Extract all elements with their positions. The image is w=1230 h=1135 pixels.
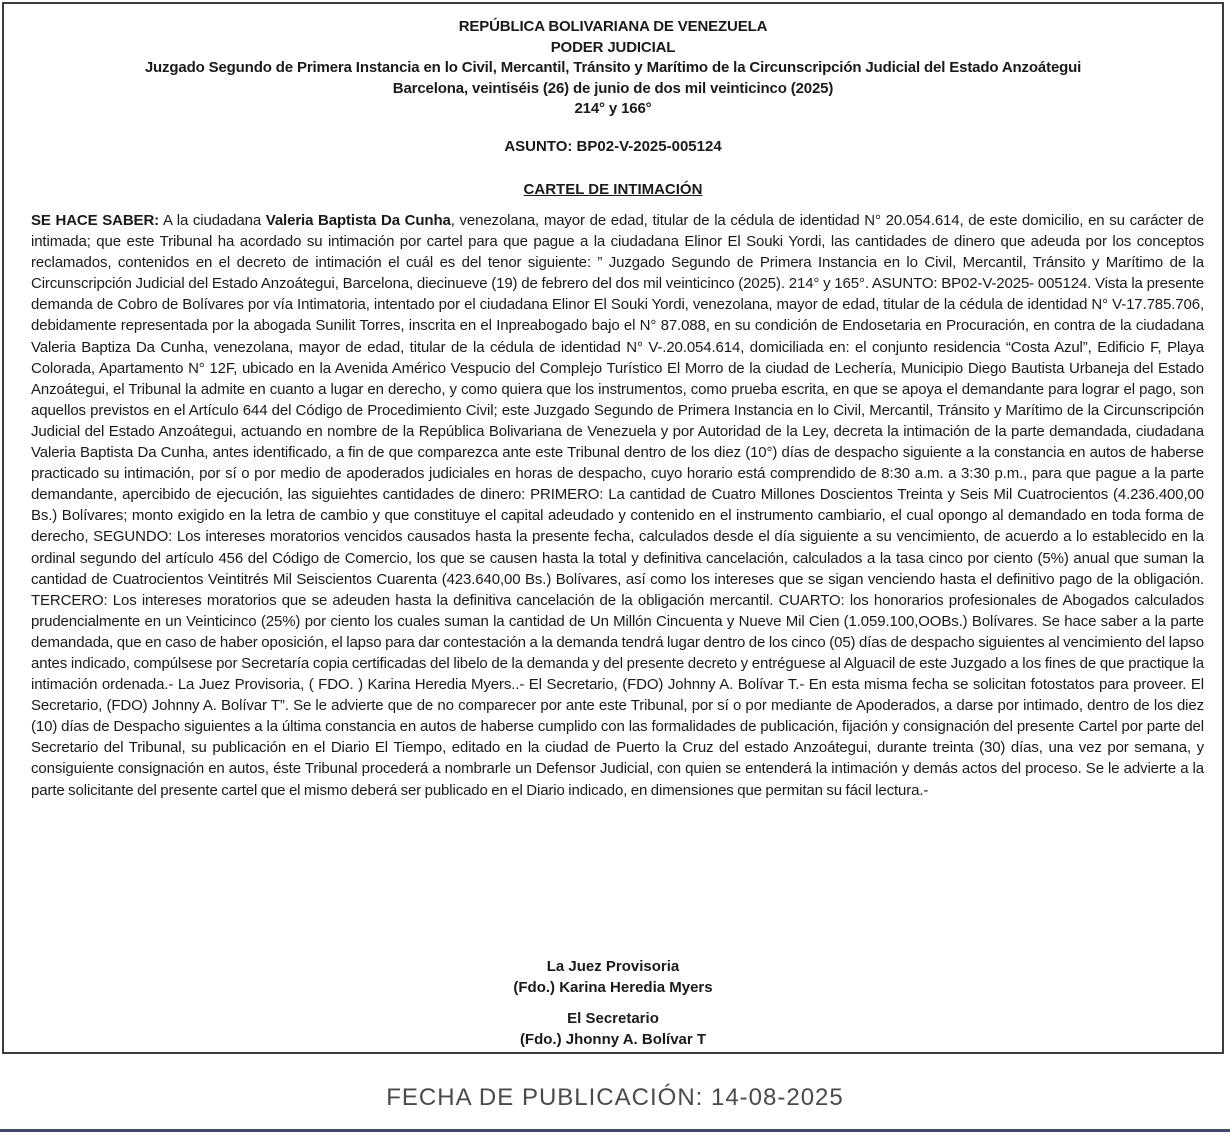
judge-title: La Juez Provisoria bbox=[546, 958, 680, 975]
header-court-name: Juzgado Segundo de Primera Instancia en lo Civil, Mercantil, Tránsito y Marítimo de la Circunscripción Judicial del Estado Anzoátegui bbox=[144, 59, 1082, 76]
header-place-date: Barcelona, veintiséis (26) de junio de dos mil veinticinco (2025) bbox=[392, 79, 834, 97]
body-defendant-name: Valeria Baptista Da Cunha bbox=[265, 212, 451, 229]
header-judicial-power: PODER JUDICIAL bbox=[550, 38, 676, 56]
publication-date: FECHA DE PUBLICACIÓN: 14-08-2025 bbox=[386, 1084, 844, 1111]
notice-body bbox=[31, 210, 1204, 801]
header-republic: REPÚBLICA BOLIVARIANA DE VENEZUELA bbox=[458, 18, 768, 35]
header-years: 214° y 166° bbox=[574, 100, 652, 117]
body-part-1: A la ciudadana bbox=[159, 212, 266, 229]
judge-signature bbox=[4, 956, 1222, 998]
notice-title: CARTEL DE INTIMACIÓN bbox=[523, 181, 703, 198]
secretary-name: (Fdo.) Jhonny A. Bolívar T bbox=[519, 1031, 707, 1048]
secretary-title: El Secretario bbox=[567, 1010, 659, 1027]
secretary-signature bbox=[4, 1008, 1222, 1050]
document-header bbox=[4, 17, 1222, 120]
case-number: ASUNTO: BP02-V-2025-005124 bbox=[504, 138, 722, 155]
body-lead: SE HACE SABER: bbox=[31, 212, 160, 229]
judge-name: (Fdo.) Karina Heredia Myers bbox=[513, 979, 713, 996]
notice-frame bbox=[2, 2, 1224, 1054]
bottom-divider bbox=[0, 1129, 1230, 1132]
body-part-2: , venezolana, mayor de edad, titular de la cédula de identidad N° 20.054.614, de este domicilio, en su carácter de intimada; que este Tribunal ha acordado su intimación por cartel para que pague a la ciudadana Elinor El Souki Yordi, las cantidades de dinero que adeuda por los conceptos reclamados, contenidos en el decreto de intimación el cuál es del tenor siguiente: ” Juzgado Segundo de Primera Instancia en lo Civil, Mercantil, Tránsito y Marítimo de la Circunscripción Judicial del Estado Anzoátegui, Barcelona, diecinueve (19) de febrero del dos mil veinticinco (2025). 214° y 165°. ASUNTO: BP02-V-2025- 005124. Vista la presente demanda de Cobro de Bolívares por vía Intimatoria, intentado por el ciudadana Elinor El Souki Yordi, venezolana, mayor de edad, titular de la cédula de identidad N° V-17.785.706, debidamente representada por la abogada Sunilit Torres, inscrita en el Inpreabogado bajo el N° 87.088, en su condición de Endosetaria en Procuración, en contra de la ciudadana Valeria Baptiza Da Cunha, venezolana, mayor de edad, titular de la cédula de identidad N° V-.20.054.614, domiciliada en: el conjunto residencia “Costa Azul”, Edificio F, Playa Colorada, Apartamento N° 12F, ubicado en la Avenida Américo Vespucio del Complejo Turístico El Morro de la ciudad de Lechería, Municipio Diego Bautista Urbaneja del Estado Anzoátegui, el Tribunal la admite en cuanto a lugar en derecho, y como quiera que los instrumentos, como prueba escrita, en que se apoya el demandante para lograr el pago, son aquellos previstos en el Artículo 644 del Código de Procedimiento Civil; este Juzgado Segundo de Primera Instancia en lo Civil, Mercantil, Tránsito y Marítimo de la Circunscripción Judicial del Estado Anzoátegui, actuando en nombre de la República Bolivariana de Venezuela y por Autoridad de la Ley, decreta la intimación de la parte demandada, ciudadana Valeria Baptista Da Cunha, antes identificado, a fin de que comparezca ante este Tribunal dentro de los diez (10°) días de despacho siguiente a la constancia en autos de haberse practicado su intimación, por sí o por medio de apoderados judiciales en horas de despacho, cuyo horario está comprendido de 8:30 a.m. a 3:30 p.m., para que pague a la parte demandante, apercibido de ejecución, las siguiehtes cantidades de dinero: PRIMERO: La cantidad de Cuatro Millones Doscientos Treinta y Seis Mil Cuatrocientos (4.236.400,00 Bs.) Bolívares; monto exigido en la letra de cambio y que constituye el capital adeudado y contenido en el instrumento cambiario, el cual opongo al demandado en toda forma de derecho, SEGUNDO: Los intereses moratorios vencidos causados hasta la presente fecha, calculados desde el día siguiente a su vencimiento, de acuerdo a lo establecido en la ordinal segundo del artículo 456 del Código de Comercio, los que se causen hasta la total y definitiva cancelación, calculados a la tasa cinco por ciento (5%) anual que suman la cantidad de Cuatrocientos Veintitrés Mil Seiscientos Cuarenta (423.640,00 Bs.) Bolívares, así como los intereses que se sigan venciendo hasta el definitivo pago de la obligación. TERCERO: Los intereses moratorios que se adeuden hasta la definitiva cancelación de la obligación mercantil. CUARTO: los honorarios profesionales de Abogados calculados prudencialmente en un Veinticinco (25%) por ciento los cuales suman la cantidad de Un Millón Cincuenta y Nueve Mil Cien (1.059.100,OOBs.) Bolívares. Se hace saber a la parte demandada, que en caso de haber oposición, el lapso para dar contestación a la demanda tendrá lugar dentro de los cinco (05) días de despacho siguientes al vencimiento del lapso antes indicado, compúlsese por Secretaría copia certificadas del libelo de la demanda y del presente decreto y entréguese al Alguacil de este Juzgado a los fines de que practique la intimación ordenada.- La Juez Provisoria, ( FDO. ) Karina Heredia Myers..- El Secretario, (FDO) Johnny A. Bolívar T.- En esta misma fecha se solicitan fotostatos para proveer. El Secretario, (FDO) Johnny A. Bolívar T”. Se le advierte que de no comparecer por ante este Tribunal, por sí o por mediante de Apoderados, a darse por intimado, dentro de los diez (10) días de Despacho siguientes a la última constancia en autos de haberse cumplido con las formalidades de publicación, fijación y consignación del presente Cartel por parte del Secretario del Tribunal, su publicación en el Diario El Tiempo, editado en la ciudad de Puerto la Cruz del estado Anzoátegui, durante treinta (30) días, una vez por semana, y consiguiente consignación en autos, éste Tribunal procederá a nombrarle un Defensor Judicial, con quien se entenderá la intimación y demás actos del proceso. Se le advierte a la parte solicitante del presente cartel que el mismo deberá ser publicado en el Diario indicado, en dimensiones que permitan su fácil lectura.- bbox=[31, 212, 1204, 799]
